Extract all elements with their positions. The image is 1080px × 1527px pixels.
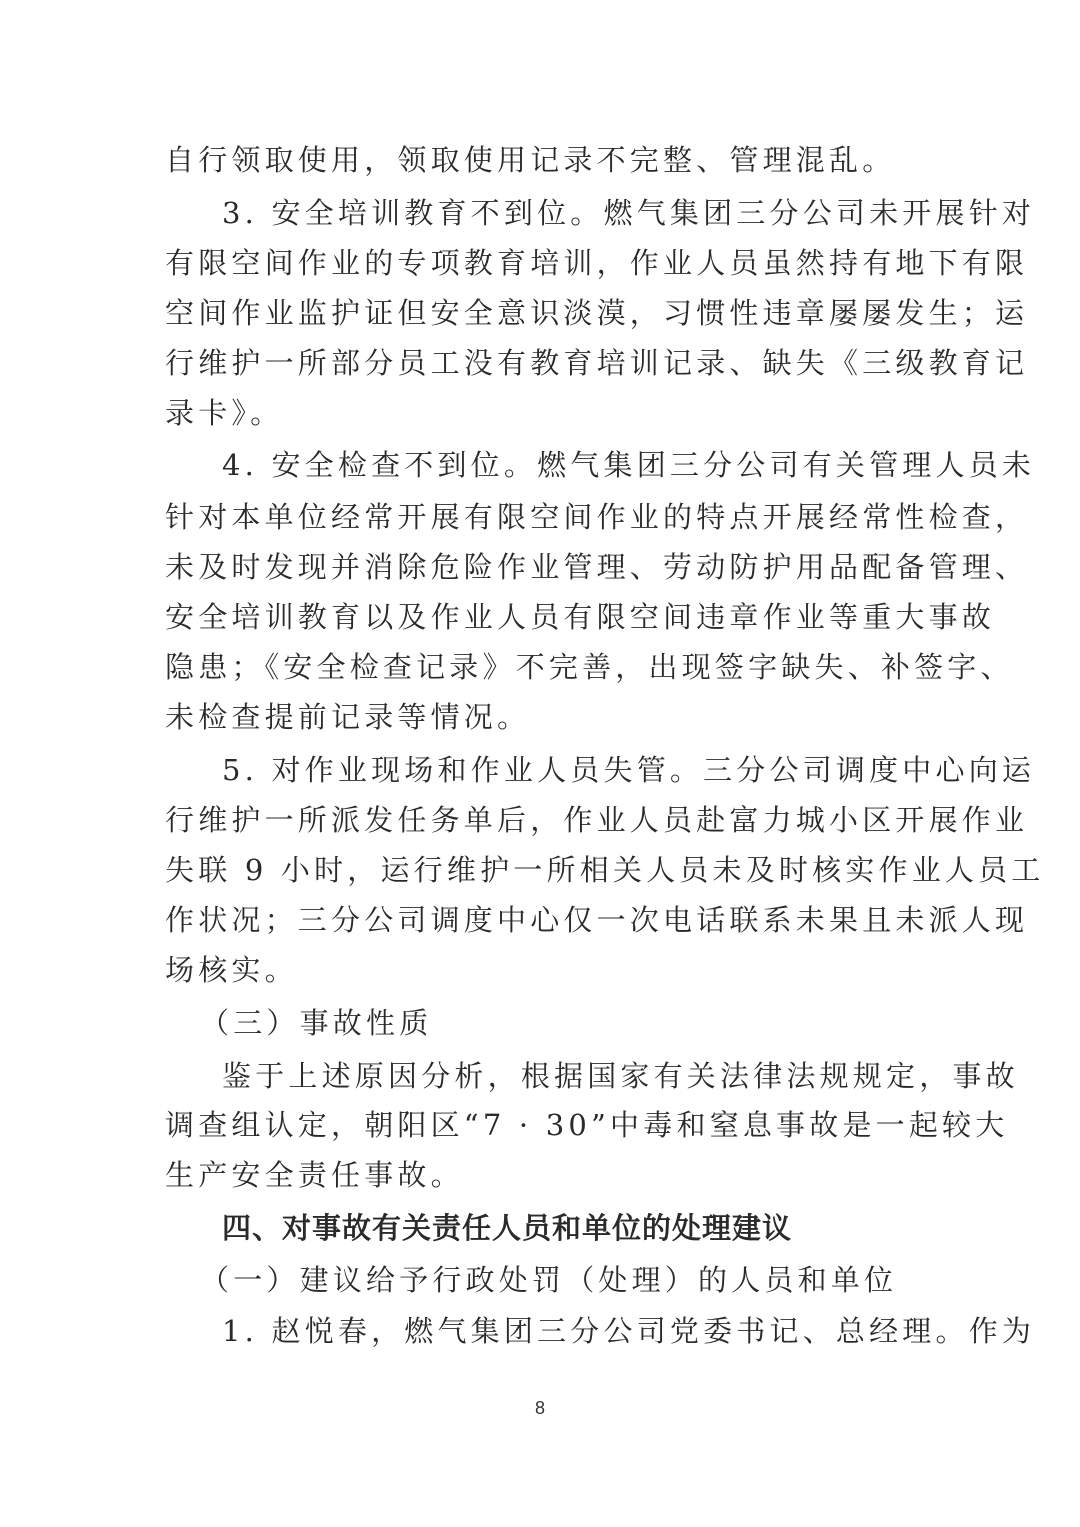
paragraph-line: 1. 赵悦春，燃气集团三分公司党委书记、总经理。作为 [222, 1314, 1036, 1348]
paragraph-line: 未检查提前记录等情况。 [165, 700, 531, 734]
paragraph-line: 行维护一所部分员工没有教育培训记录、缺失《三级教育记 [165, 346, 1029, 380]
paragraph-line: 隐患；《安全检查记录》不完善，出现签字缺失、补签字、 [165, 650, 1014, 684]
paragraph-line: 空间作业监护证但安全意识淡漠，习惯性违章屡屡发生；运 [165, 296, 1029, 330]
item-3-heading-line: 3. 安全培训教育不到位。燃气集团三分公司未开展针对 [222, 196, 1036, 230]
paragraph-line: 生产安全责任事故。 [165, 1158, 464, 1192]
paragraph-line: 行维护一所派发任务单后，作业人员赴富力城小区开展作业 [165, 803, 1029, 837]
section-3-heading: （三）事故性质 [200, 1006, 433, 1040]
paragraph-line: 自行领取使用，领取使用记录不完整、管理混乱。 [165, 143, 896, 177]
paragraph-line: 失联 9 小时，运行维护一所相关人员未及时核实作业人员工 [165, 853, 1045, 887]
item-4-heading-line: 4. 安全检查不到位。燃气集团三分公司有关管理人员未 [222, 448, 1036, 482]
paragraph-line: 录卡》。 [165, 396, 284, 430]
paragraph-line: 作状况；三分公司调度中心仅一次电话联系未果且未派人现 [165, 903, 1029, 937]
subsection-1-heading: （一）建议给予行政处罚（处理）的人员和单位 [200, 1263, 898, 1297]
paragraph-line: 场核实。 [165, 953, 298, 987]
paragraph-line: 针对本单位经常开展有限空间作业的特点开展经常性检查， [165, 500, 1029, 534]
paragraph-line: 调查组认定，朝阳区“7 · 30”中毒和窒息事故是一起较大 [165, 1108, 1009, 1142]
paragraph-line: 鉴于上述原因分析，根据国家有关法律法规规定，事故 [222, 1059, 1019, 1093]
paragraph-line: 安全培训教育以及作业人员有限空间违章作业等重大事故 [165, 600, 996, 634]
paragraph-line: 有限空间作业的专项教育培训，作业人员虽然持有地下有限 [165, 246, 1029, 280]
item-5-heading-line: 5. 对作业现场和作业人员失管。三分公司调度中心向运 [222, 753, 1036, 787]
page-number: 8 [534, 1398, 545, 1418]
chapter-4-heading: 四、对事故有关责任人员和单位的处理建议 [222, 1211, 793, 1245]
paragraph-line: 未及时发现并消除危险作业管理、劳动防护用品配备管理、 [165, 550, 1029, 584]
